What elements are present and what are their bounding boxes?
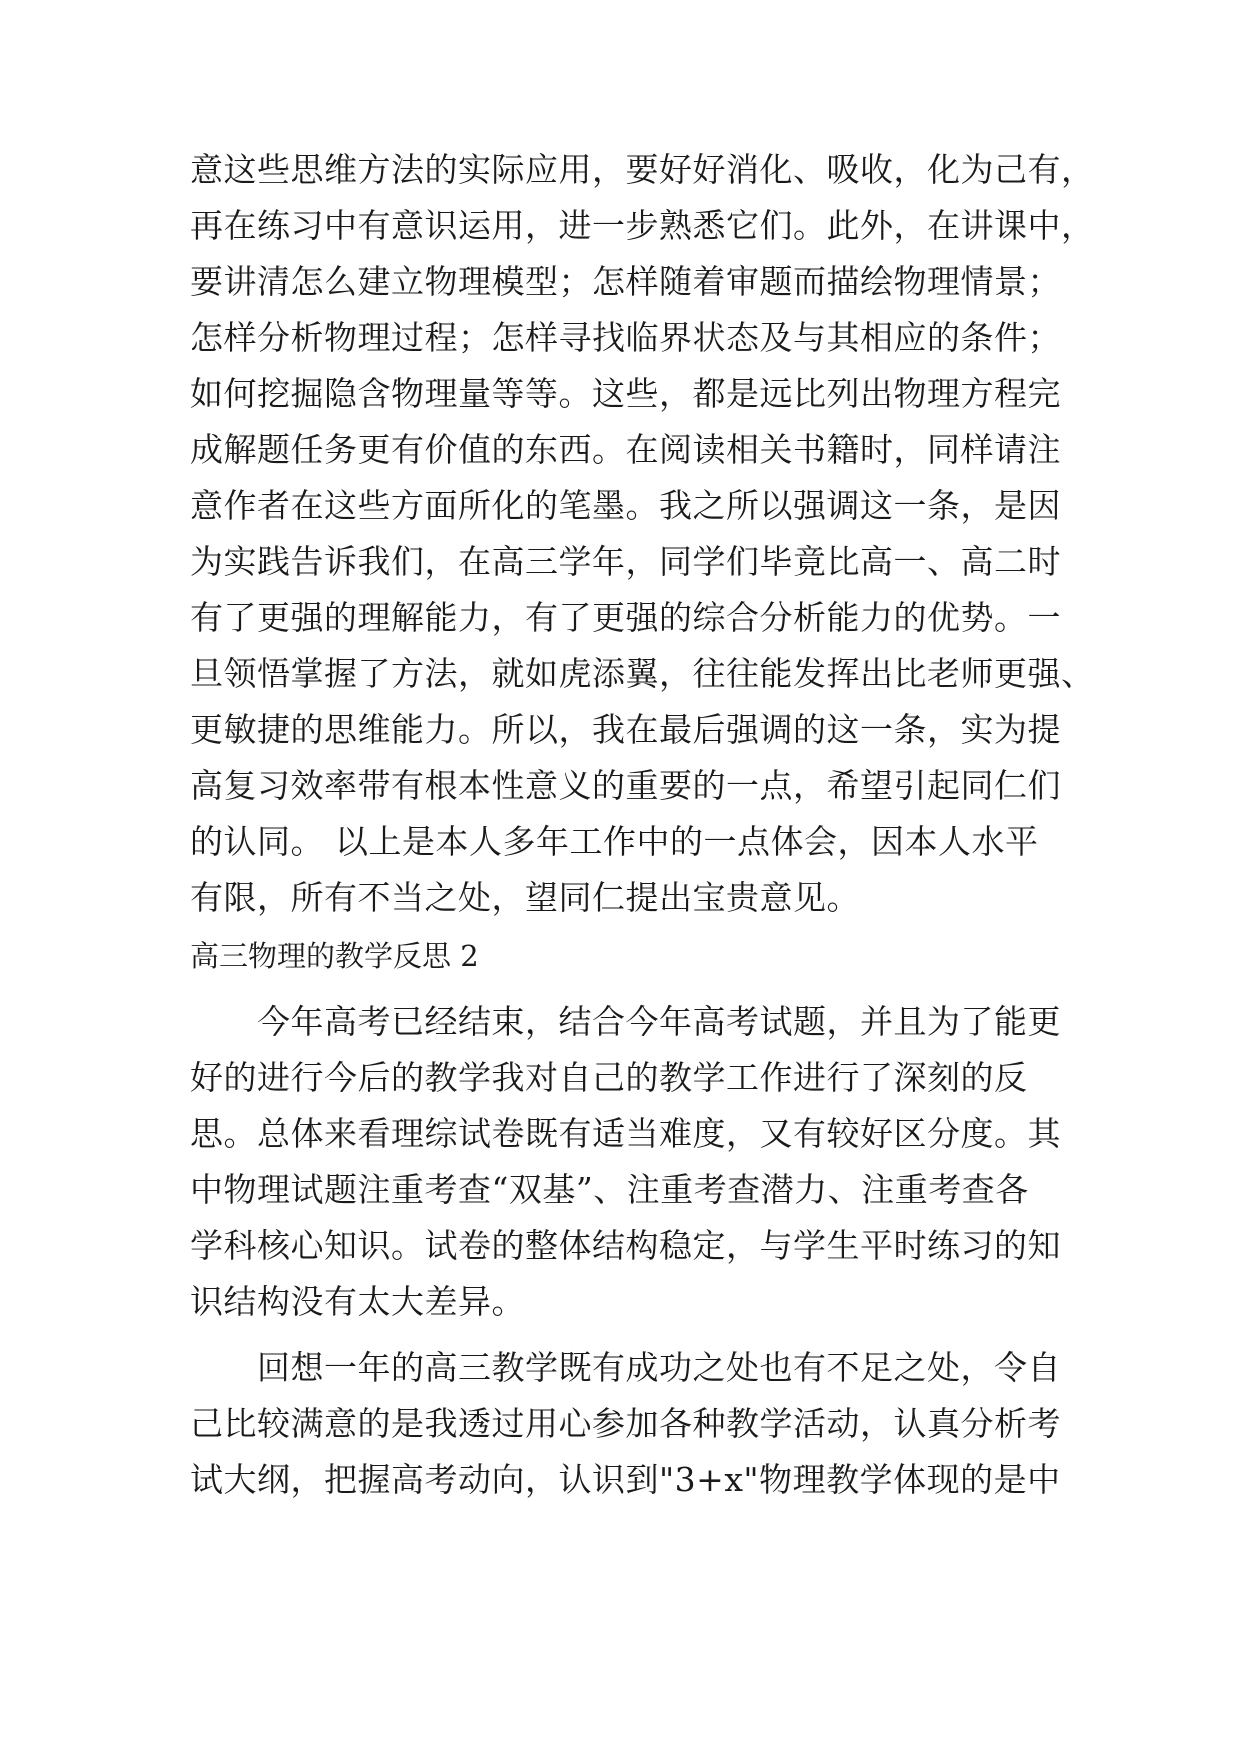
text-line: 思。总体来看理综试卷既有适当难度，又有较好区分度。其 — [190, 1114, 1061, 1153]
section-title: 高三物理的教学反思 2 — [190, 939, 479, 973]
text-line: 试大纲，把握高考动向，认识到"3+x"物理教学体现的是中 — [190, 1460, 1061, 1499]
text-line: 再在练习中有意识运用，进一步熟悉它们。此外，在讲课中， — [190, 206, 1095, 245]
text-line: 要讲清怎么建立物理模型；怎样随着审题而描绘物理情景； — [190, 262, 1061, 301]
text-line: 怎样分析物理过程；怎样寻找临界状态及与其相应的条件； — [190, 318, 1061, 357]
text-line: 更敏捷的思维能力。所以，我在最后强调的这一条，实为提 — [190, 710, 1061, 749]
text-line: 如何挖掘隐含物理量等等。这些，都是远比列出物理方程完 — [190, 374, 1061, 413]
text-line: 己比较满意的是我透过用心参加各种教学活动，认真分析考 — [190, 1404, 1061, 1443]
text-line: 旦领悟掌握了方法，就如虎添翼，往往能发挥出比老师更强、 — [190, 654, 1095, 693]
text-line: 学科核心知识。试卷的整体结构稳定，与学生平时练习的知 — [190, 1226, 1061, 1265]
text-line: 好的进行今后的教学我对自己的教学工作进行了深刻的反 — [190, 1058, 1028, 1097]
text-line: 识结构没有太大差异。 — [190, 1282, 525, 1321]
text-line: 今年高考已经结束，结合今年高考试题，并且为了能更 — [257, 1002, 1061, 1041]
text-line: 有限，所有不当之处，望同仁提出宝贵意见。 — [190, 878, 860, 917]
text-line: 中物理试题注重考查“双基”、注重考查潜力、注重考查各 — [190, 1170, 1029, 1209]
text-line: 意作者在这些方面所化的笔墨。我之所以强调这一条，是因 — [190, 486, 1061, 525]
text-line: 为实践告诉我们，在高三学年，同学们毕竟比高一、高二时 — [190, 542, 1061, 581]
text-line: 有了更强的理解能力，有了更强的综合分析能力的优势。一 — [190, 598, 1061, 637]
text-line: 成解题任务更有价值的东西。在阅读相关书籍时，同样请注 — [190, 430, 1061, 469]
text-line: 回想一年的高三教学既有成功之处也有不足之处，令自 — [257, 1348, 1061, 1387]
text-line: 的认同。 以上是本人多年工作中的一点体会，因本人水平 — [190, 822, 1039, 861]
text-line: 意这些思维方法的实际应用，要好好消化、吸收，化为己有， — [190, 150, 1095, 189]
text-line: 高复习效率带有根本性意义的重要的一点，希望引起同仁们 — [190, 766, 1061, 805]
